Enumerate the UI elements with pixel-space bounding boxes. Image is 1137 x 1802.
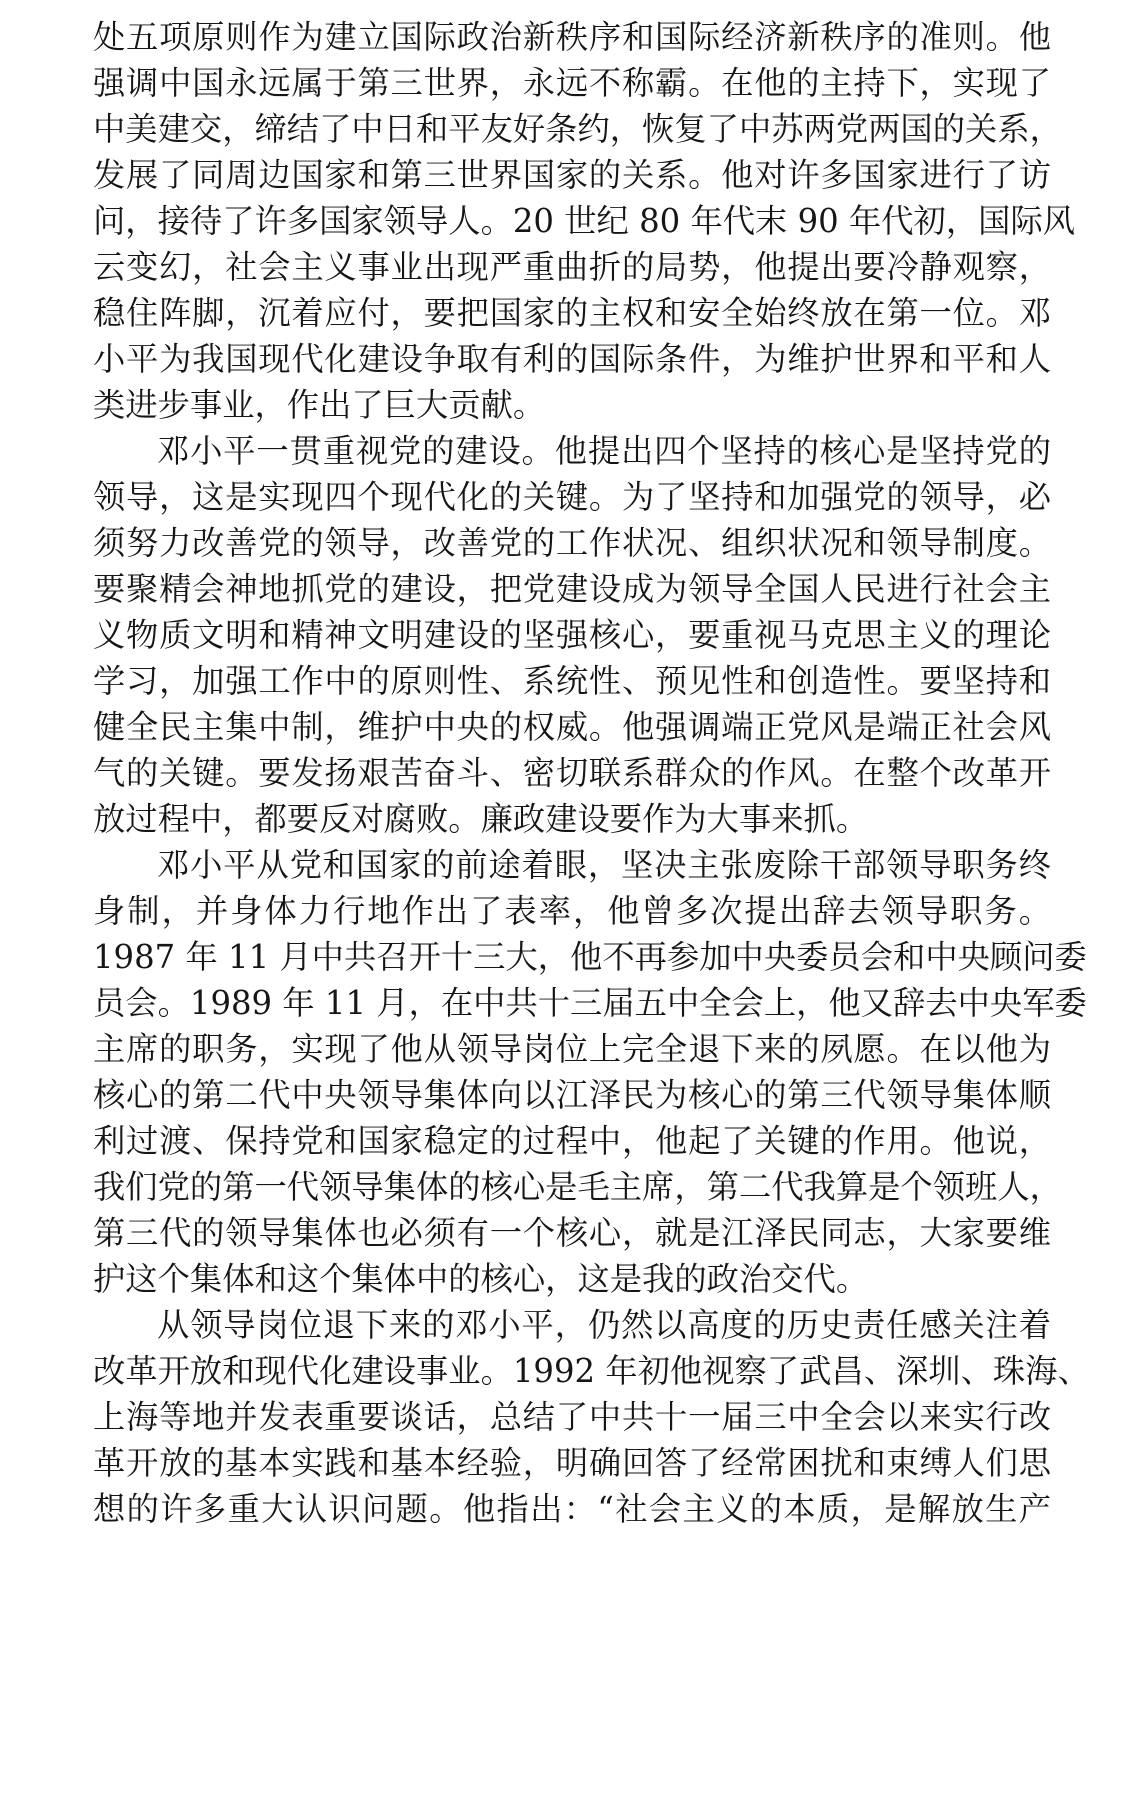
text-line: 健全民主集中制，维护中央的权威。他强调端正党风是端正社会风 — [93, 708, 1051, 746]
text-line: 改革开放和现代化建设事业。1992 年初他视察了武昌、深圳、珠海、 — [93, 1352, 1090, 1390]
text-line: 类进步事业，作出了巨大贡献。 — [93, 386, 546, 424]
paragraph-4 — [93, 1302, 1090, 1532]
text-line: 小平为我国现代化建设争取有利的国际条件，为维护世界和平和人 — [93, 340, 1051, 378]
paragraph-3 — [93, 842, 1087, 1302]
text-line: 处五项原则作为建立国际政治新秩序和国际经济新秩序的准则。他 — [93, 18, 1051, 56]
text-line: 邓小平一贯重视党的建设。他提出四个坚持的核心是坚持党的 — [157, 432, 1051, 470]
text-line: 想的许多重大认识问题。他指出：“社会主义的本质，是解放生产 — [93, 1490, 1051, 1528]
text-line: 1987 年 11 月中共召开十三大，他不再参加中央委员会和中央顾问委 — [93, 938, 1087, 976]
text-line: 护这个集体和这个集体中的核心，这是我的政治交代。 — [93, 1260, 869, 1298]
text-line: 义物质文明和精神文明建设的坚强核心，要重视马克思主义的理论 — [93, 616, 1051, 654]
text-line: 强调中国永远属于第三世界，永远不称霸。在他的主持下，实现了 — [93, 64, 1051, 102]
text-line: 从领导岗位退下来的邓小平，仍然以高度的历史责任感关注着 — [157, 1306, 1051, 1344]
text-line: 上海等地并发表重要谈话，总结了中共十一届三中全会以来实行改 — [93, 1398, 1051, 1436]
text-line: 云变幻，社会主义事业出现严重曲折的局势，他提出要冷静观察， — [93, 248, 1051, 286]
paragraph-2 — [93, 428, 1051, 842]
body-text — [93, 14, 1090, 1532]
text-line: 学习，加强工作中的原则性、系统性、预见性和创造性。要坚持和 — [93, 662, 1051, 700]
text-line: 身制，并身体力行地作出了表率，他曾多次提出辞去领导职务。 — [93, 892, 1051, 930]
text-line: 要聚精会神地抓党的建设，把党建设成为领导全国人民进行社会主 — [93, 570, 1051, 608]
text-line: 利过渡、保持党和国家稳定的过程中，他起了关键的作用。他说， — [93, 1122, 1051, 1160]
text-line: 气的关键。要发扬艰苦奋斗、密切联系群众的作风。在整个改革开 — [93, 754, 1051, 792]
text-line: 邓小平从党和国家的前途着眼，坚决主张废除干部领导职务终 — [157, 846, 1051, 884]
text-line: 放过程中，都要反对腐败。廉政建设要作为大事来抓。 — [93, 800, 869, 838]
text-line: 我们党的第一代领导集体的核心是毛主席，第二代我算是个领班人， — [93, 1168, 1062, 1206]
text-line: 中美建交，缔结了中日和平友好条约，恢复了中苏两党两国的关系， — [93, 110, 1062, 148]
text-line: 领导，这是实现四个现代化的关键。为了坚持和加强党的领导，必 — [93, 478, 1051, 516]
text-line: 核心的第二代中央领导集体向以江泽民为核心的第三代领导集体顺 — [93, 1076, 1051, 1114]
text-line: 员会。1989 年 11 月，在中共十三届五中全会上，他又辞去中央军委 — [93, 984, 1087, 1022]
text-line: 须努力改善党的领导，改善党的工作状况、组织状况和领导制度。 — [93, 524, 1051, 562]
text-line: 问，接待了许多国家领导人。20 世纪 80 年代末 90 年代初，国际风 — [93, 202, 1076, 240]
text-line: 第三代的领导集体也必须有一个核心，就是江泽民同志，大家要维 — [93, 1214, 1051, 1252]
text-line: 稳住阵脚，沉着应付，要把国家的主权和安全始终放在第一位。邓 — [93, 294, 1051, 332]
text-line: 主席的职务，实现了他从领导岗位上完全退下来的夙愿。在以他为 — [93, 1030, 1051, 1068]
text-line: 革开放的基本实践和基本经验，明确回答了经常困扰和束缚人们思 — [93, 1444, 1051, 1482]
text-line: 发展了同周边国家和第三世界国家的关系。他对许多国家进行了访 — [93, 156, 1051, 194]
paragraph-1 — [93, 14, 1076, 428]
